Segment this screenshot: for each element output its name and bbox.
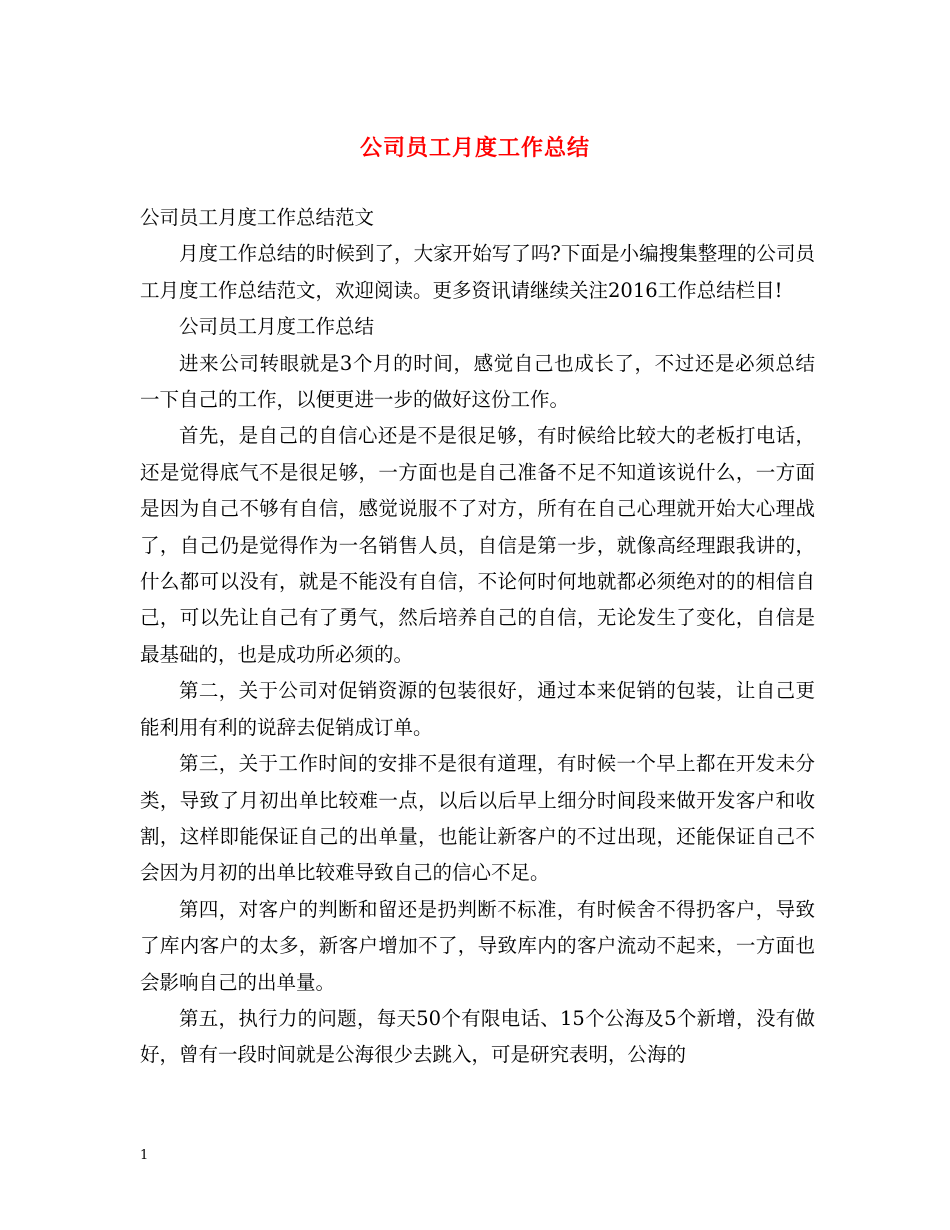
paragraph-third-point: 第三，关于工作时间的安排不是很有道理，有时候一个早上都在开发未分类，导致了月初出单比较难一点，以后以后早上细分时间段来做开发客户和收割，这样即能保证自己的出单量，也能让新客户的不过出现，还能保证自己不会因为月初的出单比较难导致自己的信心不足。 bbox=[140, 752, 815, 885]
document-title: 公司员工月度工作总结 bbox=[359, 135, 590, 161]
paragraph-subtitle: 公司员工月度工作总结范文 bbox=[140, 206, 375, 229]
paragraph-fourth-point: 第四，对客户的判断和留还是扔判断不标准，有时候舍不得扔客户，导致了库内客户的太多，新客户增加不了，导致库内的客户流动不起来，一方面也会影响自己的出单量。 bbox=[140, 897, 815, 994]
paragraph-first-point: 首先，是自己的自信心还是不是很足够，有时候给比较大的老板打电话，还是觉得底气不是很足够，一方面也是自己准备不足不知道该说什么，一方面是因为自己不够有自信，感觉说服不了对方，所有在自己心理就开始大心理战了，自己仍是觉得作为一名销售人员，自信是第一步，就像高经理跟我讲的，什么都可以没有，就是不能没有自信，不论何时何地就都必须绝对的的相信自己，可以先让自己有了勇气，然后培养自己的自信，无论发生了变化，自信是最基础的，也是成功所必须的。 bbox=[140, 424, 815, 666]
paragraph-intro: 月度工作总结的时候到了，大家开始写了吗?下面是小编搜集整理的公司员工月度工作总结范文，欢迎阅读。更多资讯请继续关注2016工作总结栏目! bbox=[140, 242, 815, 302]
paragraph-second-point: 第二，关于公司对促销资源的包装很好，通过本来促销的包装，让自己更能利用有利的说辞去促销成订单。 bbox=[140, 679, 815, 739]
paragraph-heading: 公司员工月度工作总结 bbox=[179, 315, 375, 339]
document-body bbox=[140, 200, 815, 1074]
page-number: 1 bbox=[140, 1148, 149, 1163]
paragraph-opening: 进来公司转眼就是3个月的时间，感觉自己也成长了，不过还是必须总结一下自己的工作，以便更进一步的做好这份工作。 bbox=[140, 351, 815, 412]
paragraph-fifth-point: 第五，执行力的问题，每天50个有限电话、15个公海及5个新增，没有做好，曾有一段时间就是公海很少去跳入，可是研究表明，公海的 bbox=[140, 1006, 815, 1067]
